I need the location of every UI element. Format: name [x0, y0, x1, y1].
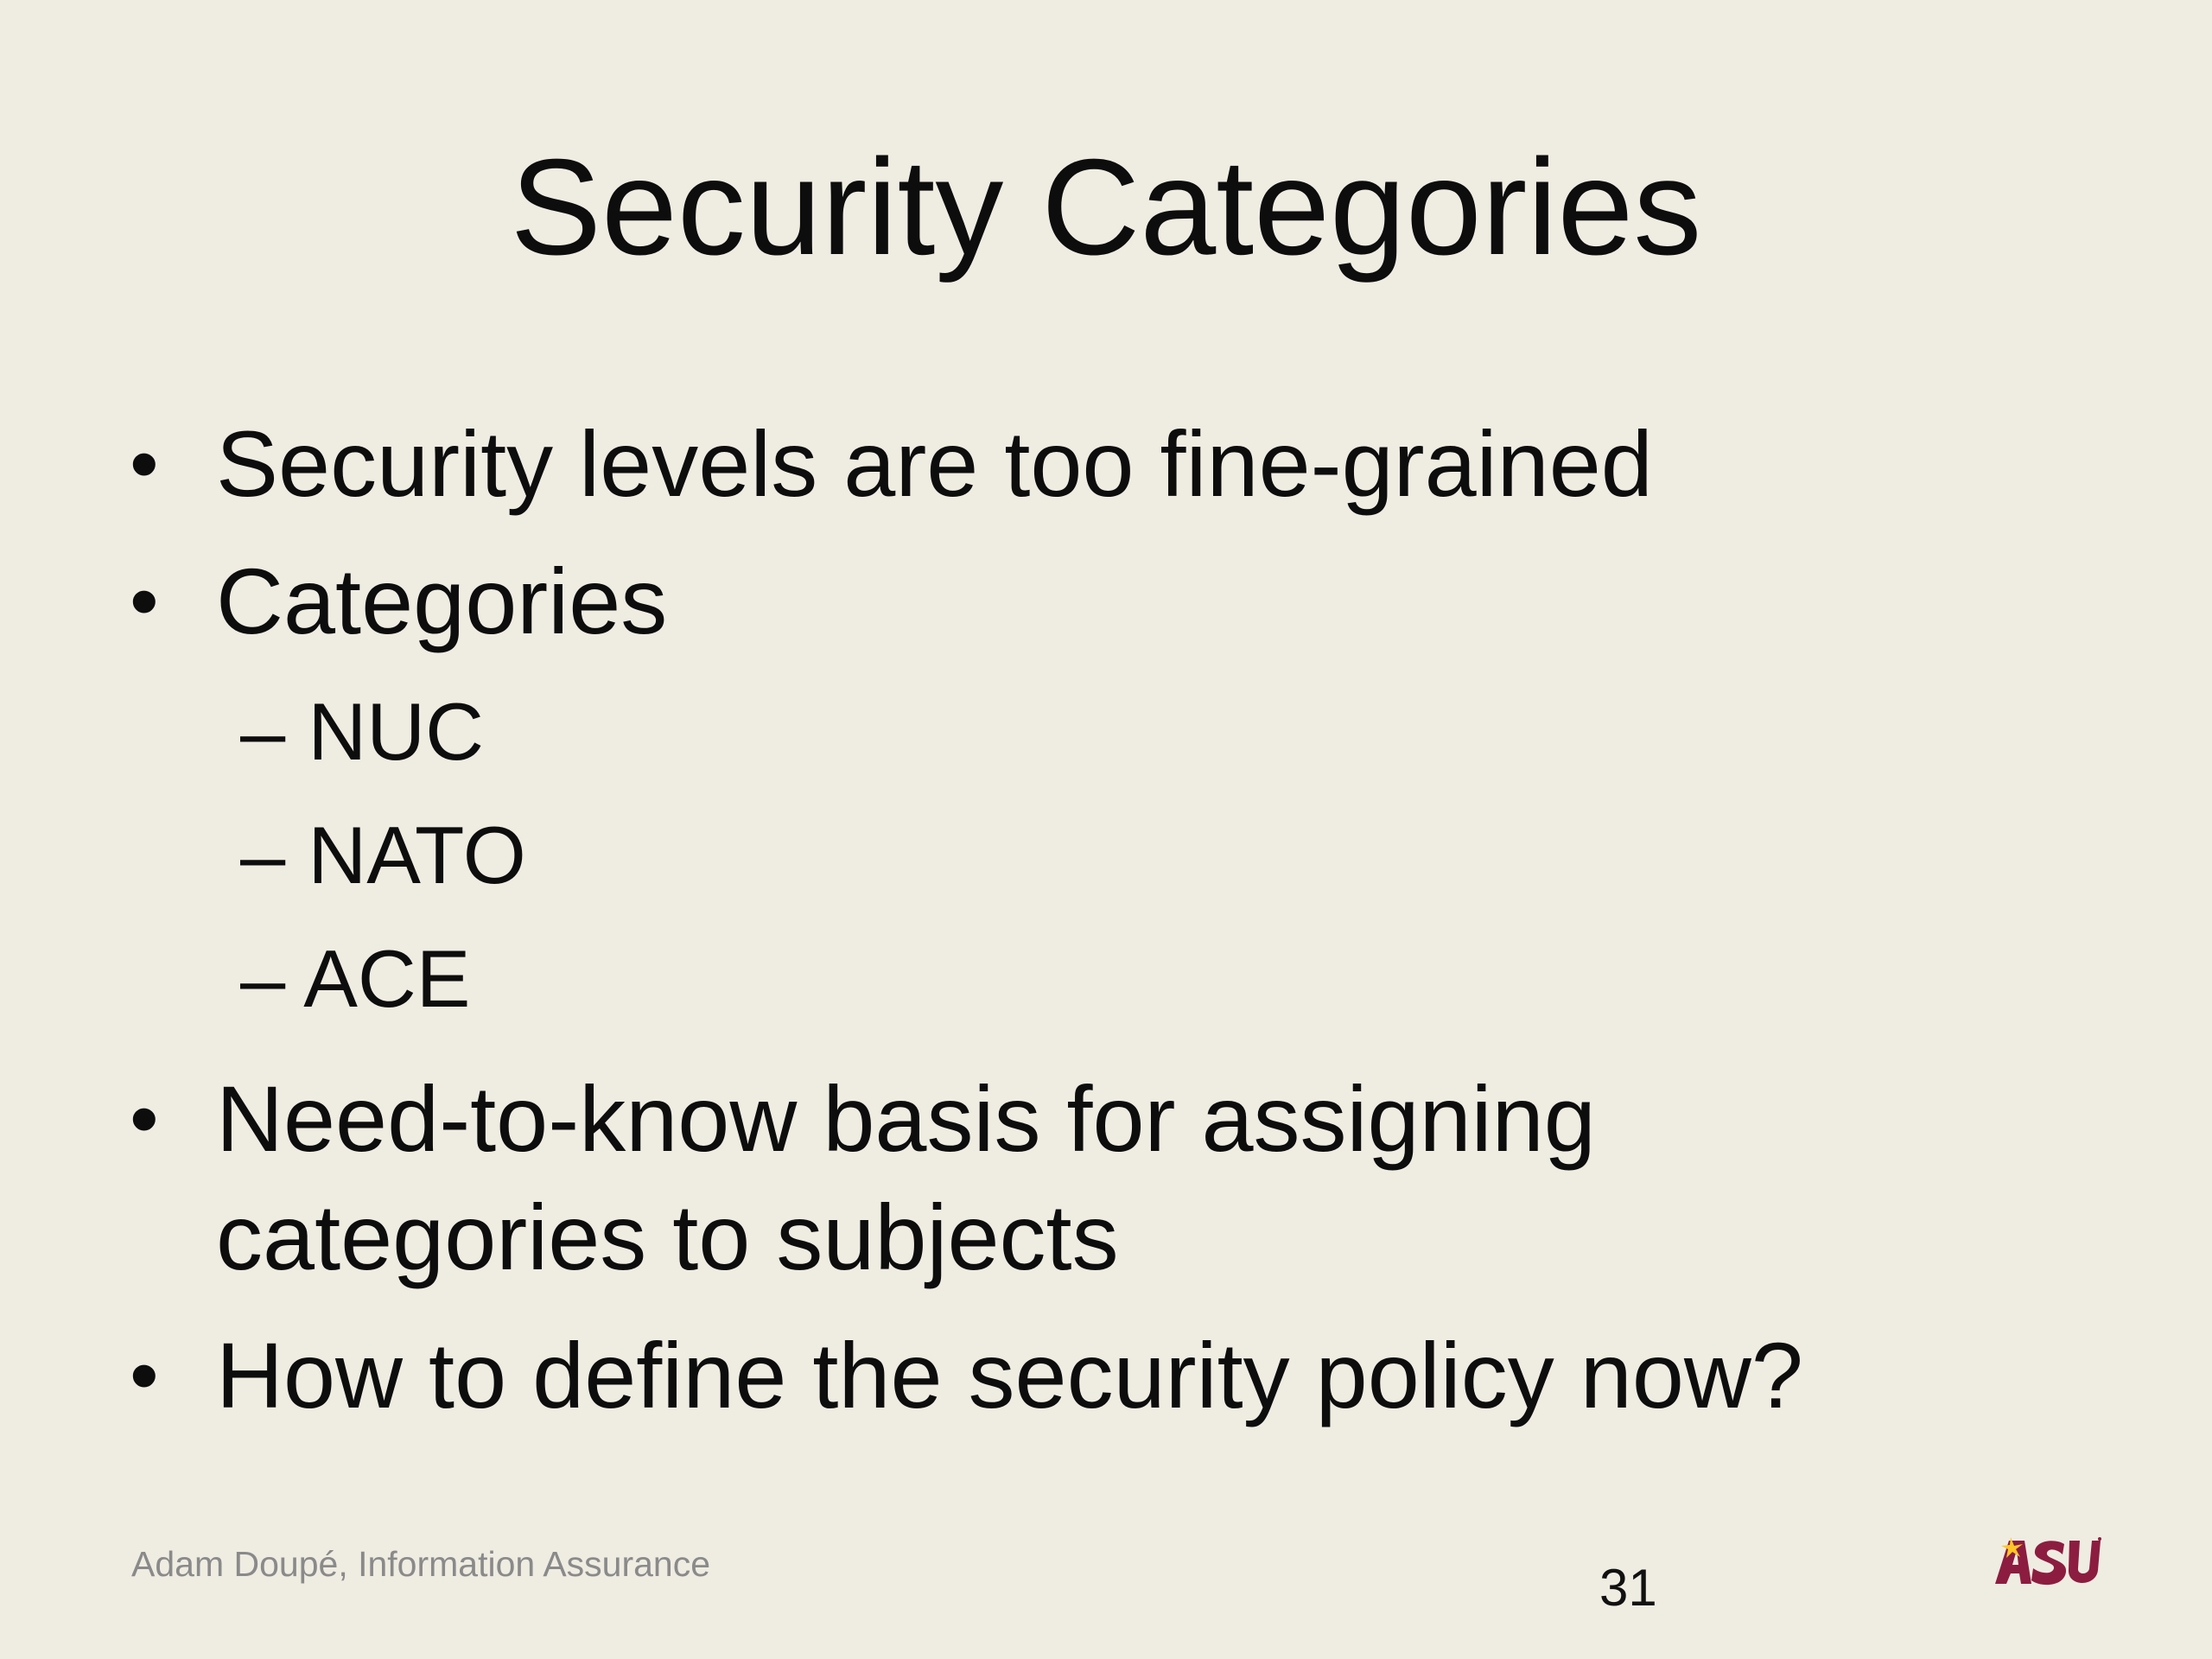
bullet-text: How to define the security policy now? — [216, 1323, 1803, 1427]
bullet-text: Need-to-know basis for assigning — [216, 1066, 1596, 1171]
bullet-item — [130, 1316, 1803, 1435]
bullet-text: Security levels are too fine-grained — [216, 411, 1653, 516]
bullet-item — [130, 1059, 1596, 1179]
bullet-text: categories to subjects — [216, 1185, 1119, 1289]
page-number: 31 — [1599, 1559, 1657, 1617]
asu-logo — [1992, 1534, 2102, 1589]
sub-bullet-text: – NATO — [240, 810, 526, 900]
logo-tm-mark — [2098, 1537, 2101, 1541]
bullet-item — [130, 542, 668, 661]
sub-bullet-item — [240, 680, 484, 784]
bullet-marker: • — [130, 1072, 159, 1165]
logo-letter-s — [2031, 1541, 2066, 1585]
footer-author: Adam Doupé, Information Assurance — [131, 1544, 711, 1584]
bullet-item — [130, 404, 1653, 524]
sub-bullet-item — [240, 927, 471, 1031]
bullet-marker: • — [130, 417, 159, 510]
slide-title: Security Categories — [510, 131, 1702, 283]
bullet-marker: • — [130, 555, 159, 647]
logo-letter-u — [2069, 1541, 2101, 1583]
sub-bullet-text: – NUC — [240, 686, 485, 777]
sub-bullet-text: – ACE — [240, 933, 471, 1024]
bullet-continuation — [216, 1178, 1119, 1297]
bullet-marker: • — [130, 1329, 159, 1421]
bullet-text: Categories — [216, 549, 668, 653]
sub-bullet-item — [240, 804, 526, 907]
